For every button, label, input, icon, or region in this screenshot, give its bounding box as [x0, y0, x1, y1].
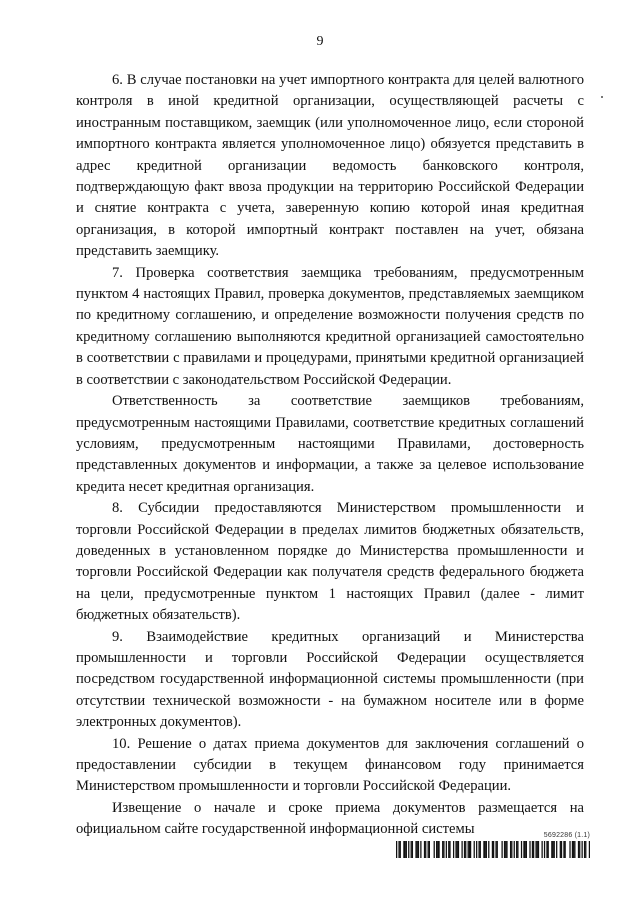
barcode-bar — [465, 841, 466, 858]
barcode-bar — [404, 841, 405, 858]
barcode-bar — [442, 841, 443, 858]
barcode-bar — [468, 841, 469, 858]
barcode-bar — [497, 841, 498, 858]
barcode-bar — [521, 841, 522, 858]
barcode-bar — [563, 841, 564, 858]
barcode-bar — [544, 841, 545, 858]
barcode-bar — [517, 841, 518, 858]
barcode-bar — [526, 841, 527, 858]
barcode-bar — [418, 841, 419, 858]
barcode-bar — [510, 841, 511, 858]
barcode-bar — [457, 841, 458, 858]
barcode-bar — [538, 841, 539, 858]
barcode-bar — [448, 841, 449, 858]
barcode-bar — [554, 841, 555, 858]
barcode-bar — [449, 841, 450, 858]
barcode-bar — [476, 841, 477, 858]
barcode-bar — [446, 841, 447, 858]
barcode-bar — [469, 841, 470, 858]
barcode-bar — [429, 841, 430, 858]
barcode-bar — [552, 841, 553, 858]
barcode-bar — [556, 841, 557, 858]
barcode-bar — [533, 841, 534, 858]
paragraph-notice: Извещение о начале и сроке приема документов размещается на официальном сайте государственной информационной системы — [76, 799, 584, 838]
barcode-bar — [438, 841, 439, 858]
barcode-bar — [437, 841, 438, 858]
paragraph-7: 7. Проверка соответствия заемщика требованиям, предусмотренным пунктом 4 настоящих Правил, проверка документов, представляемых заемщиком по кредитному соглашению, и определение возможности получения средств по кредитному соглашению выполняются кредитной организацией самостоятельно в соответствии с правилами и процедурами, принятыми кредитной организацией в соответствии с законодательством Российской Федерации. — [76, 264, 584, 388]
barcode-bar — [546, 841, 547, 858]
paragraph-8: 8. Субсидии предоставляются Министерством промышленности и торговли Российской Федерации в пределах лимитов бюджетных обязательств, доведенных в установленном порядке до Министерства промышленности и торговли Российской Федерации как получателя средств федерального бюджета на цели, предусмотренные пунктом 1 настоящих Правил (далее - лимит бюджетных обязательств). — [76, 500, 584, 624]
barcode-bar — [478, 841, 479, 858]
barcode-bar — [514, 841, 515, 858]
barcode-bar — [403, 841, 404, 858]
barcode-bar — [535, 841, 536, 858]
barcode-bar — [492, 841, 493, 858]
barcode-bar — [415, 841, 416, 858]
barcode-bar — [396, 841, 397, 858]
barcode-bar — [493, 841, 494, 858]
barcode-bar — [486, 841, 487, 858]
barcode-bar — [565, 841, 566, 858]
barcode-bar — [417, 841, 418, 858]
paragraph-10: 10. Решение о датах приема документов для заключения соглашений о предоставлении субсидии в текущем финансовом году принимается Министерством промышленности и торговли Российской Федерации. — [76, 735, 584, 795]
barcode-bar — [578, 841, 579, 858]
barcode-bar — [532, 841, 533, 858]
barcode-bar — [458, 841, 459, 858]
barcode-bar — [411, 841, 412, 858]
paragraph-9: 9. Взаимодействие кредитных организаций и Министерства промышленности и торговли Российской Федерации осуществляется посредством государственной информационной системы промышленности (при отсутствии технической возможности - на бумажном носителе или в форме электронных документов). — [76, 628, 584, 731]
paragraph-responsibility: Ответственность за соответствие заемщиков требованиям, предусмотренным настоящими Правилами, соответствие кредитных соглашений условиям, предусмотренным настоящими Правилами, достоверность представленных документов и информации, а также за целевое использование кредита несет кредитная организация. — [76, 393, 584, 495]
barcode-bar — [589, 841, 590, 858]
barcode-bar — [408, 841, 409, 858]
barcode-bar — [398, 841, 399, 858]
barcode-bar — [470, 841, 471, 858]
barcode-bar — [434, 841, 435, 858]
barcode-bar — [585, 841, 586, 858]
barcode-bar — [501, 841, 502, 858]
barcode-bar — [582, 841, 583, 858]
document-body — [76, 70, 584, 841]
barcode-bar — [551, 841, 552, 858]
barcode-bar — [529, 841, 530, 858]
barcode-bar — [428, 841, 429, 858]
barcode-bar — [569, 841, 570, 858]
barcode-bar — [542, 841, 543, 858]
paragraph-6: 6. В случае постановки на учет импортного контракта для целей валютного контроля в иной кредитной организации, осуществляющей расчеты с иностранным поставщиком, заемщик (или уполномоченное лицо, если стороной импортного контракта является уполномоченное лицо) обязуется представить в адрес кредитной организации ведомость банковского контроля, подтверждающую факт ввоза продукции на территорию Российской Федерации и снятие контракта с учета, заверенную копию которой иная кредитная организация, в которой импортный контракт поставлен на учет, обязана представить заемщику. — [76, 72, 584, 260]
barcode-bar — [406, 841, 407, 858]
document-barcode — [396, 832, 590, 858]
barcode-bar — [579, 841, 580, 858]
barcode-bar — [480, 841, 481, 858]
barcode-bar — [400, 841, 401, 858]
barcode-bar — [516, 841, 517, 858]
page-number: 9 — [316, 34, 324, 49]
barcode-label: 5692286 (1.1) — [543, 832, 590, 839]
barcode-bar — [506, 841, 507, 858]
barcode-icon — [396, 841, 590, 858]
barcode-bar — [485, 841, 486, 858]
barcode-bar — [574, 841, 575, 858]
barcode-bar — [504, 841, 505, 858]
margin-mark — [601, 96, 603, 98]
barcode-bar — [511, 841, 512, 858]
barcode-bar — [525, 841, 526, 858]
barcode-bar — [425, 841, 426, 858]
barcode-bar — [573, 841, 574, 858]
barcode-bar — [436, 841, 437, 858]
barcode-bar — [537, 841, 538, 858]
barcode-bar — [453, 841, 454, 858]
barcode-bar — [464, 841, 465, 858]
barcode-bar — [584, 841, 585, 858]
barcode-bar — [455, 841, 456, 858]
barcode-bar — [412, 841, 413, 858]
barcode-bar — [561, 841, 562, 858]
barcode-bar — [443, 841, 444, 858]
barcode-bar — [523, 841, 524, 858]
barcode-bar — [483, 841, 484, 858]
barcode-bar — [424, 841, 425, 858]
barcode-bar — [488, 841, 489, 858]
barcode-bar — [461, 841, 462, 858]
barcode-bar — [548, 841, 549, 858]
barcode-bar — [505, 841, 506, 858]
barcode-bar — [495, 841, 496, 858]
barcode-bar — [560, 841, 561, 858]
barcode-bar — [572, 841, 573, 858]
barcode-bar — [420, 841, 421, 858]
barcode-bar — [474, 841, 475, 858]
